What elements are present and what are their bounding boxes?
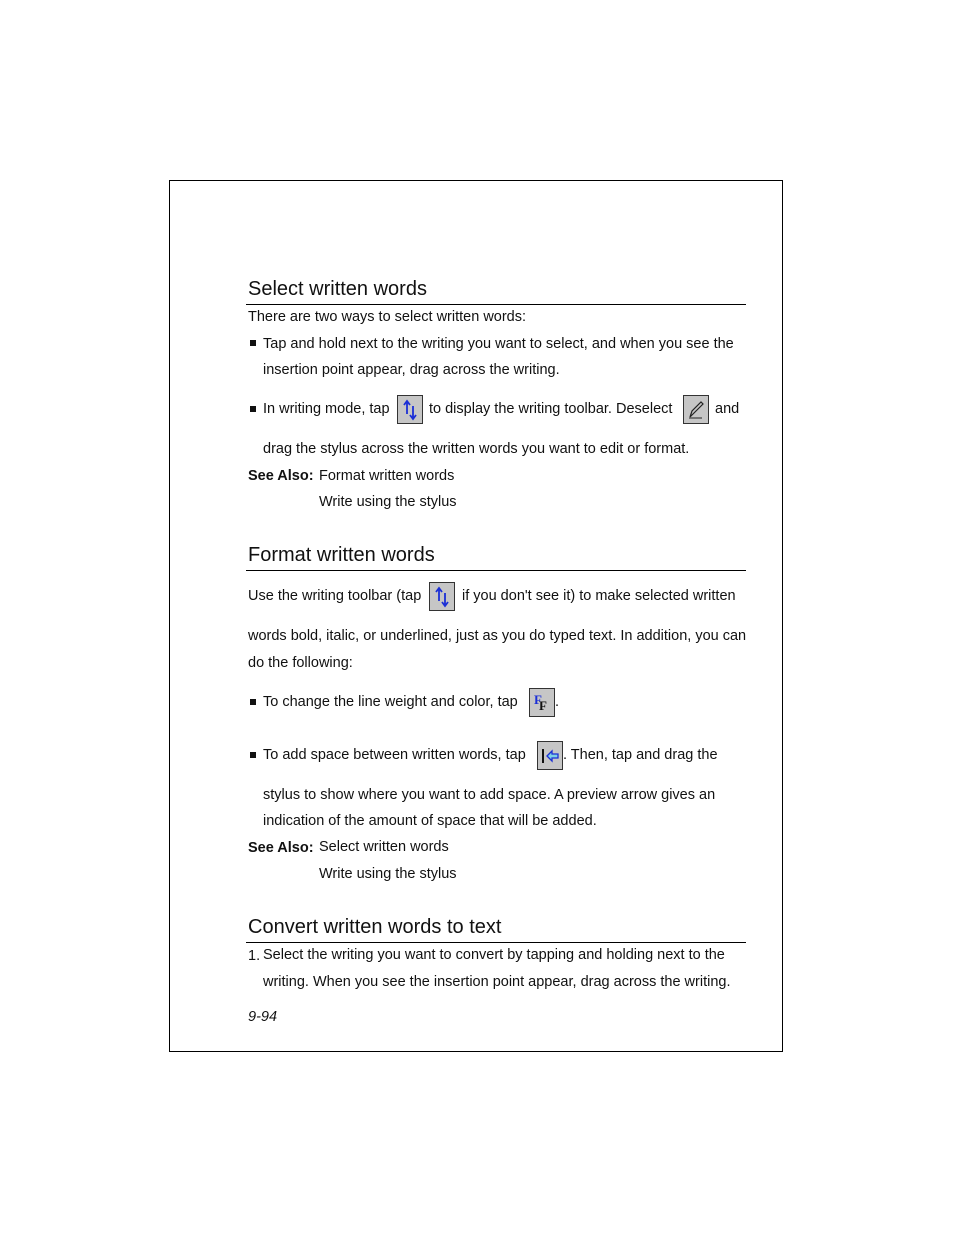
bullet — [250, 752, 256, 758]
see-also-link[interactable]: Format written words — [319, 468, 455, 484]
see-also-link[interactable]: Select written words — [319, 839, 449, 855]
bullet — [250, 699, 256, 705]
page-number: 9-94 — [248, 1009, 278, 1025]
bullet-text: and — [715, 401, 740, 417]
section-intro: if you don't see it) to make selected written — [462, 588, 736, 604]
section-rule — [246, 570, 746, 571]
bullet-text: To change the line weight and color, tap — [263, 694, 518, 710]
section-intro: words bold, italic, or underlined, just as you do typed text. In addition, you can — [248, 628, 747, 644]
svg-text:F: F — [534, 692, 542, 707]
section-rule — [246, 942, 746, 943]
bullet-text: drag the stylus across the written words you want to edit or format. — [263, 441, 690, 457]
bullet — [250, 406, 256, 412]
see-also-label: See Also: — [248, 840, 314, 856]
section-intro: Use the writing toolbar (tap — [248, 588, 422, 604]
step-number: 1. — [248, 948, 261, 964]
section-title-select: Select written words — [248, 278, 427, 300]
see-also-label: See Also: — [248, 468, 314, 484]
bullet-text: . Then, tap and drag the — [563, 747, 718, 763]
bullet-text: stylus to show where you want to add space. A preview arrow gives an — [263, 787, 716, 803]
section-intro: There are two ways to select written words: — [248, 309, 527, 325]
step-text: writing. When you see the insertion point appear, drag across the writing. — [263, 974, 731, 990]
pen-weight-icon — [529, 688, 555, 717]
svg-text:F: F — [539, 698, 547, 713]
see-also-link[interactable]: Write using the stylus — [319, 866, 457, 882]
bullet-text: insertion point appear, drag across the writing. — [263, 362, 560, 378]
bullet-text: . — [555, 694, 560, 710]
bullet-text: indication of the amount of space that will be added. — [263, 813, 597, 829]
bullet-text: to display the writing toolbar. Deselect — [429, 401, 673, 417]
section-rule — [246, 304, 746, 305]
section-title-convert: Convert written words to text — [248, 916, 502, 938]
pen-icon — [683, 395, 709, 424]
insert-space-icon — [537, 741, 563, 770]
bullet — [250, 340, 256, 346]
section-intro: do the following: — [248, 655, 353, 671]
section-title-format: Format written words — [248, 544, 435, 566]
see-also-link[interactable]: Write using the stylus — [319, 494, 457, 510]
step-text: Select the writing you want to convert by tapping and holding next to the — [263, 947, 725, 963]
bullet-text: In writing mode, tap — [263, 401, 390, 417]
up-down-arrows-icon — [397, 395, 423, 424]
bullet-text: To add space between written words, tap — [263, 747, 526, 763]
up-down-arrows-icon — [429, 582, 455, 611]
bullet-text: Tap and hold next to the writing you want to select, and when you see the — [263, 336, 734, 352]
